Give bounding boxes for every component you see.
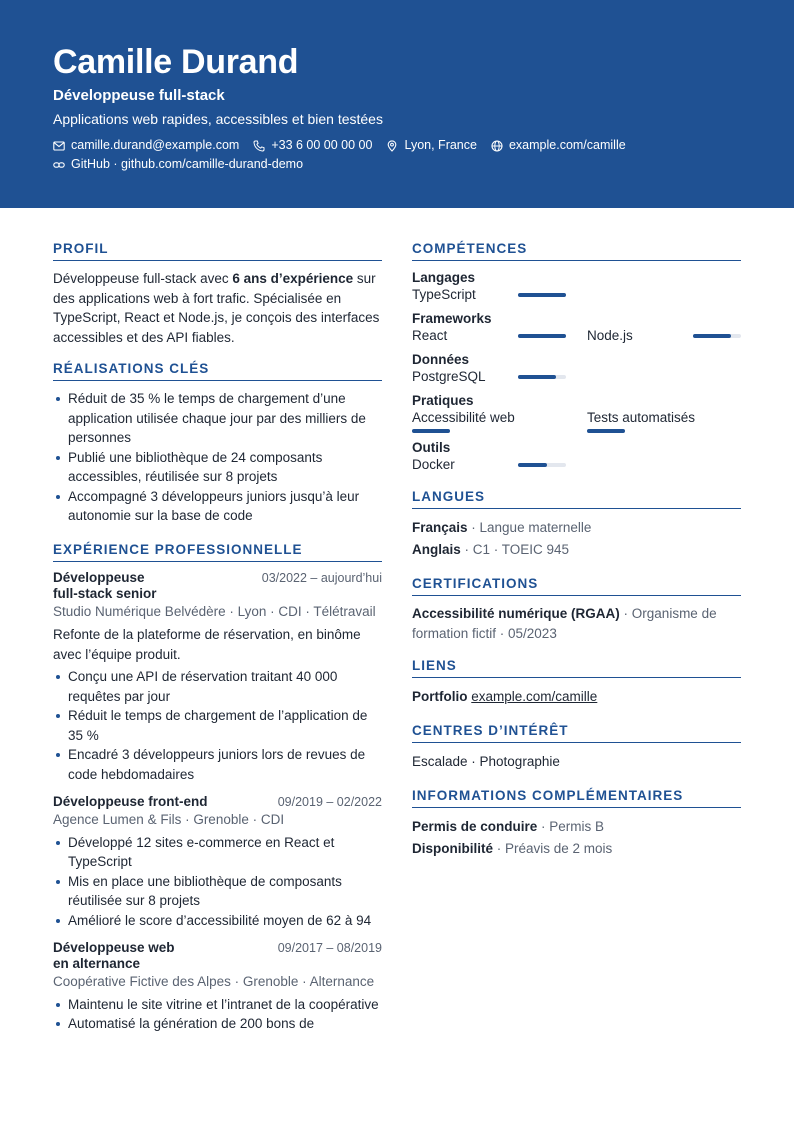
skill-level-fill <box>587 429 625 433</box>
job-dates: 09/2017 – 08/2019 <box>277 941 382 955</box>
section-interets <box>412 722 741 773</box>
skill-name: Node.js <box>587 328 633 343</box>
globe-icon <box>491 140 503 152</box>
job-summary: Refonte de la plateforme de réservation, en binôme avec l’équipe produit. <box>53 627 361 662</box>
contact-row <box>53 138 640 153</box>
section-experience <box>53 541 382 1034</box>
contact-phone[interactable] <box>253 138 372 153</box>
skill-level-bar <box>587 429 625 433</box>
certification-name: Accessibilité numérique (RGAA) <box>412 606 620 621</box>
skill-name: PostgreSQL <box>412 369 486 384</box>
contact-email[interactable] <box>53 138 239 153</box>
section-title-competences: COMPÉTENCES <box>412 240 741 261</box>
email-text: camille.durand@example.com <box>71 138 240 152</box>
skill-level-bar <box>518 293 566 297</box>
info-name: Permis de conduire <box>412 819 538 834</box>
language-name: Anglais <box>412 542 461 557</box>
skill-item <box>412 327 566 345</box>
realisations-list <box>53 389 382 526</box>
section-title-profil: PROFIL <box>53 240 382 261</box>
job-header <box>53 794 382 810</box>
skill-category <box>412 310 741 345</box>
skill-row <box>412 368 741 386</box>
skill-category <box>412 351 741 386</box>
skill-item <box>412 368 566 386</box>
info-name: Disponibilité <box>412 841 493 856</box>
skill-category-name: Pratiques <box>412 393 474 408</box>
skill-category <box>412 439 741 474</box>
list-item: Encadré 3 développeurs juniors lors de revues de code hebdomadaires <box>53 745 382 784</box>
job-organization: Studio Numérique Belvédère · Lyon · CDI · Télétravail <box>53 603 376 619</box>
job-dates: 03/2022 – aujourd’hui <box>261 570 382 585</box>
skill-level-fill <box>518 334 566 338</box>
skill-level-bar <box>518 334 566 338</box>
skill-category-name: Données <box>412 352 470 367</box>
skill-name: Docker <box>412 457 455 472</box>
section-title-realisations: RÉALISATIONS CLÉS <box>53 360 382 381</box>
job-entry <box>53 794 382 930</box>
job-title: Développeuse full-stack senior <box>53 569 157 601</box>
candidate-name: Camille Durand <box>53 43 299 81</box>
language-item <box>412 517 741 539</box>
left-column <box>53 240 382 1034</box>
contact-website[interactable] <box>491 138 626 153</box>
section-title-liens: LIENS <box>412 657 741 678</box>
candidate-tagline: Applications web rapides, accessibles et bien testées <box>53 111 383 127</box>
list-item: Mis en place une bibliothèque de composants réutilisée sur 8 projets <box>53 872 382 911</box>
skill-category-name: Langages <box>412 270 476 285</box>
job-dates: 09/2019 – 02/2022 <box>277 795 382 809</box>
portfolio-label: Portfolio <box>412 689 468 704</box>
job-header <box>53 940 382 972</box>
list-item: Publié une bibliothèque de 24 composants accessibles, réutilisée sur 8 projets <box>53 448 382 487</box>
certification-item <box>412 604 741 643</box>
resume-header <box>0 0 794 208</box>
list-item: Réduit de 35 % le temps de chargement d’une application utilisée chaque jour par des milliers de personnes <box>53 389 382 448</box>
skill-name: Tests automatisés <box>587 410 696 425</box>
section-title-infos: INFORMATIONS COMPLÉMENTAIRES <box>412 787 741 808</box>
skill-item <box>587 409 741 433</box>
list-item: Réduit le temps de chargement de l’application de 35 % <box>53 706 382 745</box>
location-text: Lyon, France <box>404 138 477 152</box>
github-text: GitHub · github.com/camille-durand-demo <box>71 157 304 171</box>
skill-name: Accessibilité web <box>412 410 515 425</box>
job-entry <box>53 940 382 1034</box>
skill-category <box>412 392 741 433</box>
job-bullets <box>53 833 382 931</box>
list-item: Maintenu le site vitrine et l’intranet de la coopérative <box>53 995 382 1015</box>
skill-name: TypeScript <box>412 287 476 302</box>
skill-level-bar <box>518 463 566 467</box>
skill-level-fill <box>518 375 556 379</box>
section-competences <box>412 240 741 474</box>
website-text: example.com/camille <box>508 138 626 152</box>
job-entry <box>53 570 382 785</box>
job-bullets <box>53 995 382 1034</box>
info-item <box>412 816 741 838</box>
skill-row <box>412 327 741 345</box>
phone-text: +33 6 00 00 00 00 <box>271 138 373 152</box>
mail-icon <box>53 140 65 152</box>
section-liens <box>412 657 741 708</box>
job-title: Développeuse web en alternance <box>53 940 175 971</box>
list-item: Développé 12 sites e-commerce en React et TypeScript <box>53 833 382 872</box>
pin-icon <box>386 140 398 152</box>
skill-name: React <box>412 328 448 343</box>
list-item: Amélioré le score d’accessibilité moyen de 62 à 94 <box>53 911 382 931</box>
job-title: Développeuse front-end <box>53 794 208 809</box>
profil-text-end: sur des applications web à fort trafic. Spécialisée en TypeScript, React et Node.js, je conçois des interfaces accessibles et des API fiables. <box>53 271 380 345</box>
portfolio-link[interactable]: example.com/camille <box>471 689 598 704</box>
section-title-experience: EXPÉRIENCE PROFESSIONNELLE <box>53 541 382 562</box>
section-certifications <box>412 575 741 643</box>
profil-text-start: Développeuse full-stack avec <box>53 271 233 286</box>
language-item <box>412 539 741 561</box>
skill-level-bar <box>412 429 450 433</box>
job-organization: Coopérative Fictive des Alpes · Grenoble · Alternance <box>53 974 375 989</box>
skill-level-fill <box>693 334 731 338</box>
link-icon <box>53 159 65 171</box>
job-organization: Agence Lumen & Fils · Grenoble · CDI <box>53 812 285 827</box>
skill-item <box>412 409 566 433</box>
section-title-certifications: CERTIFICATIONS <box>412 575 741 596</box>
section-profil <box>53 240 382 347</box>
right-column <box>412 240 741 860</box>
info-detail: · Permis B <box>537 819 605 834</box>
section-title-langues: LANGUES <box>412 488 741 509</box>
skill-item <box>412 286 566 304</box>
certification-detail: · Organisme de formation fictif · 05/2023 <box>412 606 717 641</box>
candidate-role: Développeuse full-stack <box>53 87 225 104</box>
portfolio-link-row <box>412 686 741 708</box>
profil-text <box>53 269 382 347</box>
skill-row <box>412 409 741 433</box>
list-item: Conçu une API de réservation traitant 40 000 requêtes par jour <box>53 667 382 706</box>
skill-category-name: Frameworks <box>412 311 492 326</box>
skill-level-bar <box>518 375 566 379</box>
contact-github[interactable] <box>53 157 303 172</box>
profil-highlight: 6 ans d’expérience <box>232 271 354 286</box>
list-item: Automatisé la génération de 200 bons de <box>53 1014 382 1034</box>
section-langues <box>412 488 741 561</box>
contact-location <box>386 138 477 153</box>
skill-row <box>412 456 741 474</box>
list-item: Accompagné 3 développeurs juniors jusqu’à leur autonomie sur la base de code <box>53 487 382 526</box>
skill-level-fill <box>412 429 450 433</box>
skill-level-fill <box>518 463 547 467</box>
language-level: · C1 · TOEIC 945 <box>460 542 570 557</box>
skill-category <box>412 269 741 304</box>
skill-item <box>587 327 741 345</box>
skill-item <box>412 456 566 474</box>
interests-text: Escalade · Photographie <box>412 754 560 769</box>
section-infos <box>412 787 741 860</box>
job-header <box>53 570 382 602</box>
skill-level-fill <box>518 293 566 297</box>
section-realisations <box>53 360 382 526</box>
phone-icon <box>253 140 265 152</box>
section-title-interets: CENTRES D’INTÉRÊT <box>412 722 741 743</box>
skill-category-name: Outils <box>412 440 451 455</box>
skill-level-bar <box>693 334 741 338</box>
info-detail: · Préavis de 2 mois <box>493 841 613 856</box>
job-bullets <box>53 667 382 784</box>
language-level: · Langue maternelle <box>467 520 592 535</box>
language-name: Français <box>412 520 468 535</box>
info-item <box>412 838 741 860</box>
skill-row <box>412 286 741 304</box>
contact-row-2 <box>53 157 317 172</box>
